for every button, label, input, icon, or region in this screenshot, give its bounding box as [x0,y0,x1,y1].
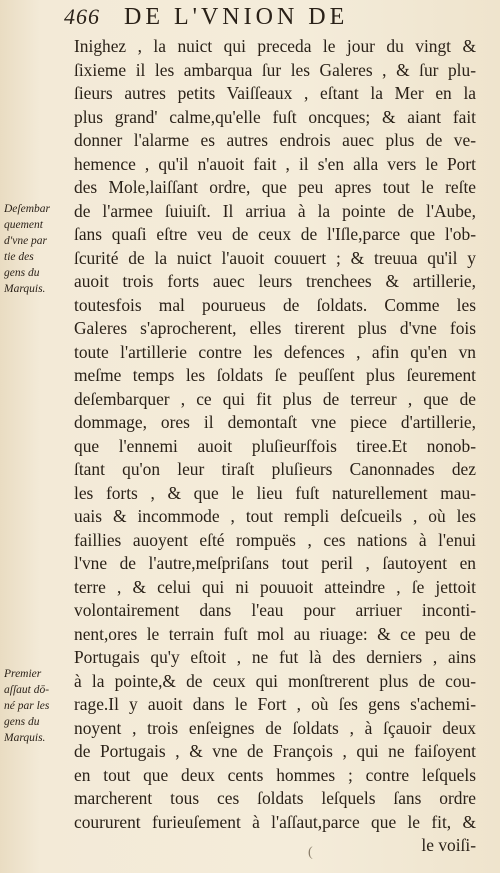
margin-note-line: Premier [4,668,42,680]
text-line: faillies auoyent eſté rompuës , ces nations à l'enui [74,529,476,550]
text-line: des Mole,laiſſant ordre, que peu apres tout le reſte [74,177,476,197]
text-line: deſembarquer , ce qui fit plus de terreur , que de [74,388,476,409]
text-line: hemence , qu'il n'auoit fait , il s'en alla vers le Port [74,153,476,174]
text-line: ſixieme il les ambarqua ſur les Galeres , & ſur plu- [74,59,476,80]
text-line: en tout que deux cents hommes ; contre leſquels [74,764,476,785]
margin-note-line: gens du [4,267,40,279]
text-line: de l'armee ſuiuiſt. Il arriua à la pointe de l'Aube, [74,200,476,221]
margin-note-line: gens du [4,716,40,728]
running-title: DE L'VNION DE [124,4,349,30]
page-number: 466 [64,4,100,29]
text-line: dommage, ores il demontaſt vne piece d'artillerie, [74,412,476,432]
text-line: l'vne de l'autre,meſpriſans tout peril , ſautoyent en [74,553,476,573]
text-line: noyent , trois enſeignes de ſoldats , à ſçauoir deux [74,717,476,738]
text-line: ſans quaſi eſtre veu de ceux de l'Iſle,parce que l'ob- [74,224,476,244]
text-line: Inighez , la nuict qui preceda le jour du vingt & [74,36,476,56]
body-text [74,35,476,858]
margin-note-line: Marquis. [4,732,46,744]
margin-note-line: quement [4,219,43,231]
text-line: de Portugais , & vne de François , qui ne faiſoyent [74,741,476,761]
text-line: terre , & celui qui ni pouuoit atteindre , ſe jettoit [74,576,476,597]
text-line: volontairement dans l'eau pour arriuer inconti- [74,600,476,620]
text-line: coururent furieuſement à l'aſſaut,parce que le fit, & [74,811,476,832]
text-line: marcherent tous ces ſoldats leſquels ſans ordre [74,788,476,808]
margin-note-line: Deſembar [4,203,50,215]
text-line: donner l'alarme es autres endrois auec plus de ve- [74,130,476,150]
page-header [64,4,484,32]
page-mark: ( [308,845,313,860]
text-line: Portugais qu'y eſtoit , ne fut là des derniers , ains [74,647,476,667]
margin-note-line: d'vne par [4,235,48,247]
text-line: Galeres s'aprocherent, elles tirerent plus d'vne fois [74,318,476,338]
text-line: auoit trois forts auec leurs trenchees & artillerie, [74,271,476,291]
margin-note-first-assault [4,666,72,746]
margin-note-disembarkation [4,201,72,297]
text-line: uais & incommode , tout rempli deſcueils , où les [74,506,476,526]
text-line: que l'ennemi auoit pluſieurſfois tiree.Et nonob- [74,435,476,456]
margin-note-line: Marquis. [4,283,46,295]
text-line: nent,ores le terrain fuſt mol au riuage: & ce peu de [74,623,476,644]
text-line: ſieurs autres petits Vaiſſeaux , eſtant la Mer en la [74,83,476,103]
text-line: plus grand' calme,qu'elle fuſt oncques; & aiant fait [74,106,476,127]
text-line: meſme temps les ſoldats ſe peuſſent plus ſeurement [74,365,476,385]
text-line: ſtant qu'on leur tiraſt pluſieurs Canonnades dez [74,459,476,479]
text-line: à la pointe,& de ceux qui monſtrerent plus de cou- [74,670,476,691]
text-line: toutesfois mal pourueus de ſoldats. Comme les [74,294,476,315]
margin-note-line: né par les [4,700,50,712]
text-line: ſcurité de la nuict l'auoit couuert ; & treuua qu'il y [74,247,476,268]
margin-note-line: tie des [4,251,34,263]
text-line: rage.Il y auoit dans le Fort , où ſes gens s'achemi- [74,694,476,714]
margin-note-line: aſſaut dō- [4,684,50,696]
text-line: les forts , & que le lieu fuſt naturellement mau- [74,482,476,503]
text-line: toute l'artillerie contre les defences , afin qu'en vn [74,341,476,362]
text-line: le voiſi- [421,835,476,855]
